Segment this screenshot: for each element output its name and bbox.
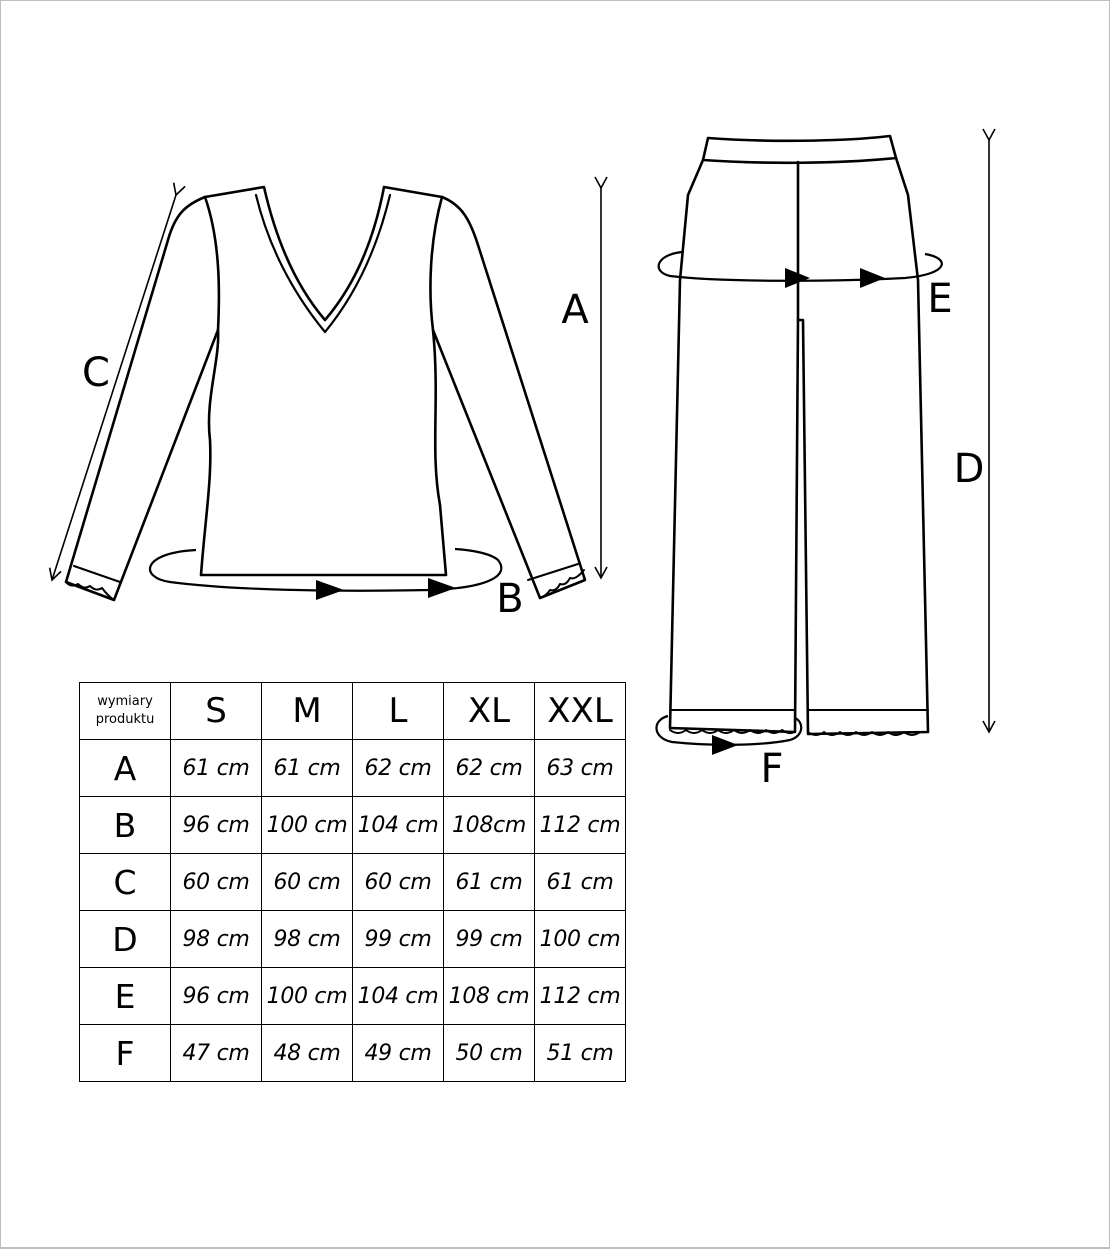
row-key-a: A <box>80 740 171 797</box>
cell-e-s: 96 cm <box>171 968 262 1025</box>
row-key-f: F <box>80 1025 171 1082</box>
label-e: E <box>927 276 953 322</box>
cell-b-xl: 108cm <box>444 797 535 854</box>
size-header-s: S <box>171 683 262 740</box>
row-key-b: B <box>80 797 171 854</box>
cell-b-m: 100 cm <box>262 797 353 854</box>
table-row-e <box>80 968 626 1025</box>
cell-e-xl: 108 cm <box>444 968 535 1025</box>
cell-a-xxl: 63 cm <box>535 740 626 797</box>
row-key-e: E <box>80 968 171 1025</box>
cell-e-xxl: 112 cm <box>535 968 626 1025</box>
row-key-d: D <box>80 911 171 968</box>
cell-e-m: 100 cm <box>262 968 353 1025</box>
cell-c-m: 60 cm <box>262 854 353 911</box>
row-key-c: C <box>80 854 171 911</box>
size-header-xxl: XXL <box>535 683 626 740</box>
cell-d-l: 99 cm <box>353 911 444 968</box>
shirt-neckline-trim <box>256 195 390 332</box>
cell-c-l: 60 cm <box>353 854 444 911</box>
cell-c-xl: 61 cm <box>444 854 535 911</box>
cell-f-xxl: 51 cm <box>535 1025 626 1082</box>
table-row-c <box>80 854 626 911</box>
label-b: B <box>496 576 524 622</box>
shirt-body-outline <box>201 187 446 575</box>
table-row-d <box>80 911 626 968</box>
label-c: C <box>82 350 110 396</box>
cell-a-s: 61 cm <box>171 740 262 797</box>
size-header-xl: XL <box>444 683 535 740</box>
cell-d-m: 98 cm <box>262 911 353 968</box>
corner-label-line1: wymiary <box>97 694 153 709</box>
size-header-l: L <box>353 683 444 740</box>
table-row-b <box>80 797 626 854</box>
corner-label-line2: produktu <box>95 712 155 727</box>
cell-f-m: 48 cm <box>262 1025 353 1082</box>
cell-b-s: 96 cm <box>171 797 262 854</box>
cell-a-xl: 62 cm <box>444 740 535 797</box>
table-row-f <box>80 1025 626 1082</box>
cell-f-l: 49 cm <box>353 1025 444 1082</box>
size-header-row <box>80 683 626 740</box>
table-corner-cell <box>80 683 171 740</box>
cell-c-s: 60 cm <box>171 854 262 911</box>
cell-d-xxl: 100 cm <box>535 911 626 968</box>
cell-d-s: 98 cm <box>171 911 262 968</box>
cell-d-xl: 99 cm <box>444 911 535 968</box>
cell-e-l: 104 cm <box>353 968 444 1025</box>
size-chart-table <box>79 682 626 1082</box>
shirt-left-sleeve <box>66 197 218 600</box>
shirt-illustration <box>66 187 585 600</box>
pants-waistband <box>703 136 896 163</box>
table-row-a <box>80 740 626 797</box>
label-a: A <box>561 287 589 333</box>
cell-a-m: 61 cm <box>262 740 353 797</box>
cell-a-l: 62 cm <box>353 740 444 797</box>
measure-c-line <box>52 195 176 580</box>
label-f: F <box>760 746 784 792</box>
shirt-left-cuff <box>74 566 120 582</box>
cell-b-xxl: 112 cm <box>535 797 626 854</box>
measure-e-loop <box>659 252 942 288</box>
cell-b-l: 104 cm <box>353 797 444 854</box>
size-header-m: M <box>262 683 353 740</box>
shirt-right-sleeve <box>433 197 585 598</box>
label-d: D <box>953 446 985 492</box>
cell-f-xl: 50 cm <box>444 1025 535 1082</box>
cell-f-s: 47 cm <box>171 1025 262 1082</box>
cell-c-xxl: 61 cm <box>535 854 626 911</box>
pants-illustration <box>670 136 928 735</box>
